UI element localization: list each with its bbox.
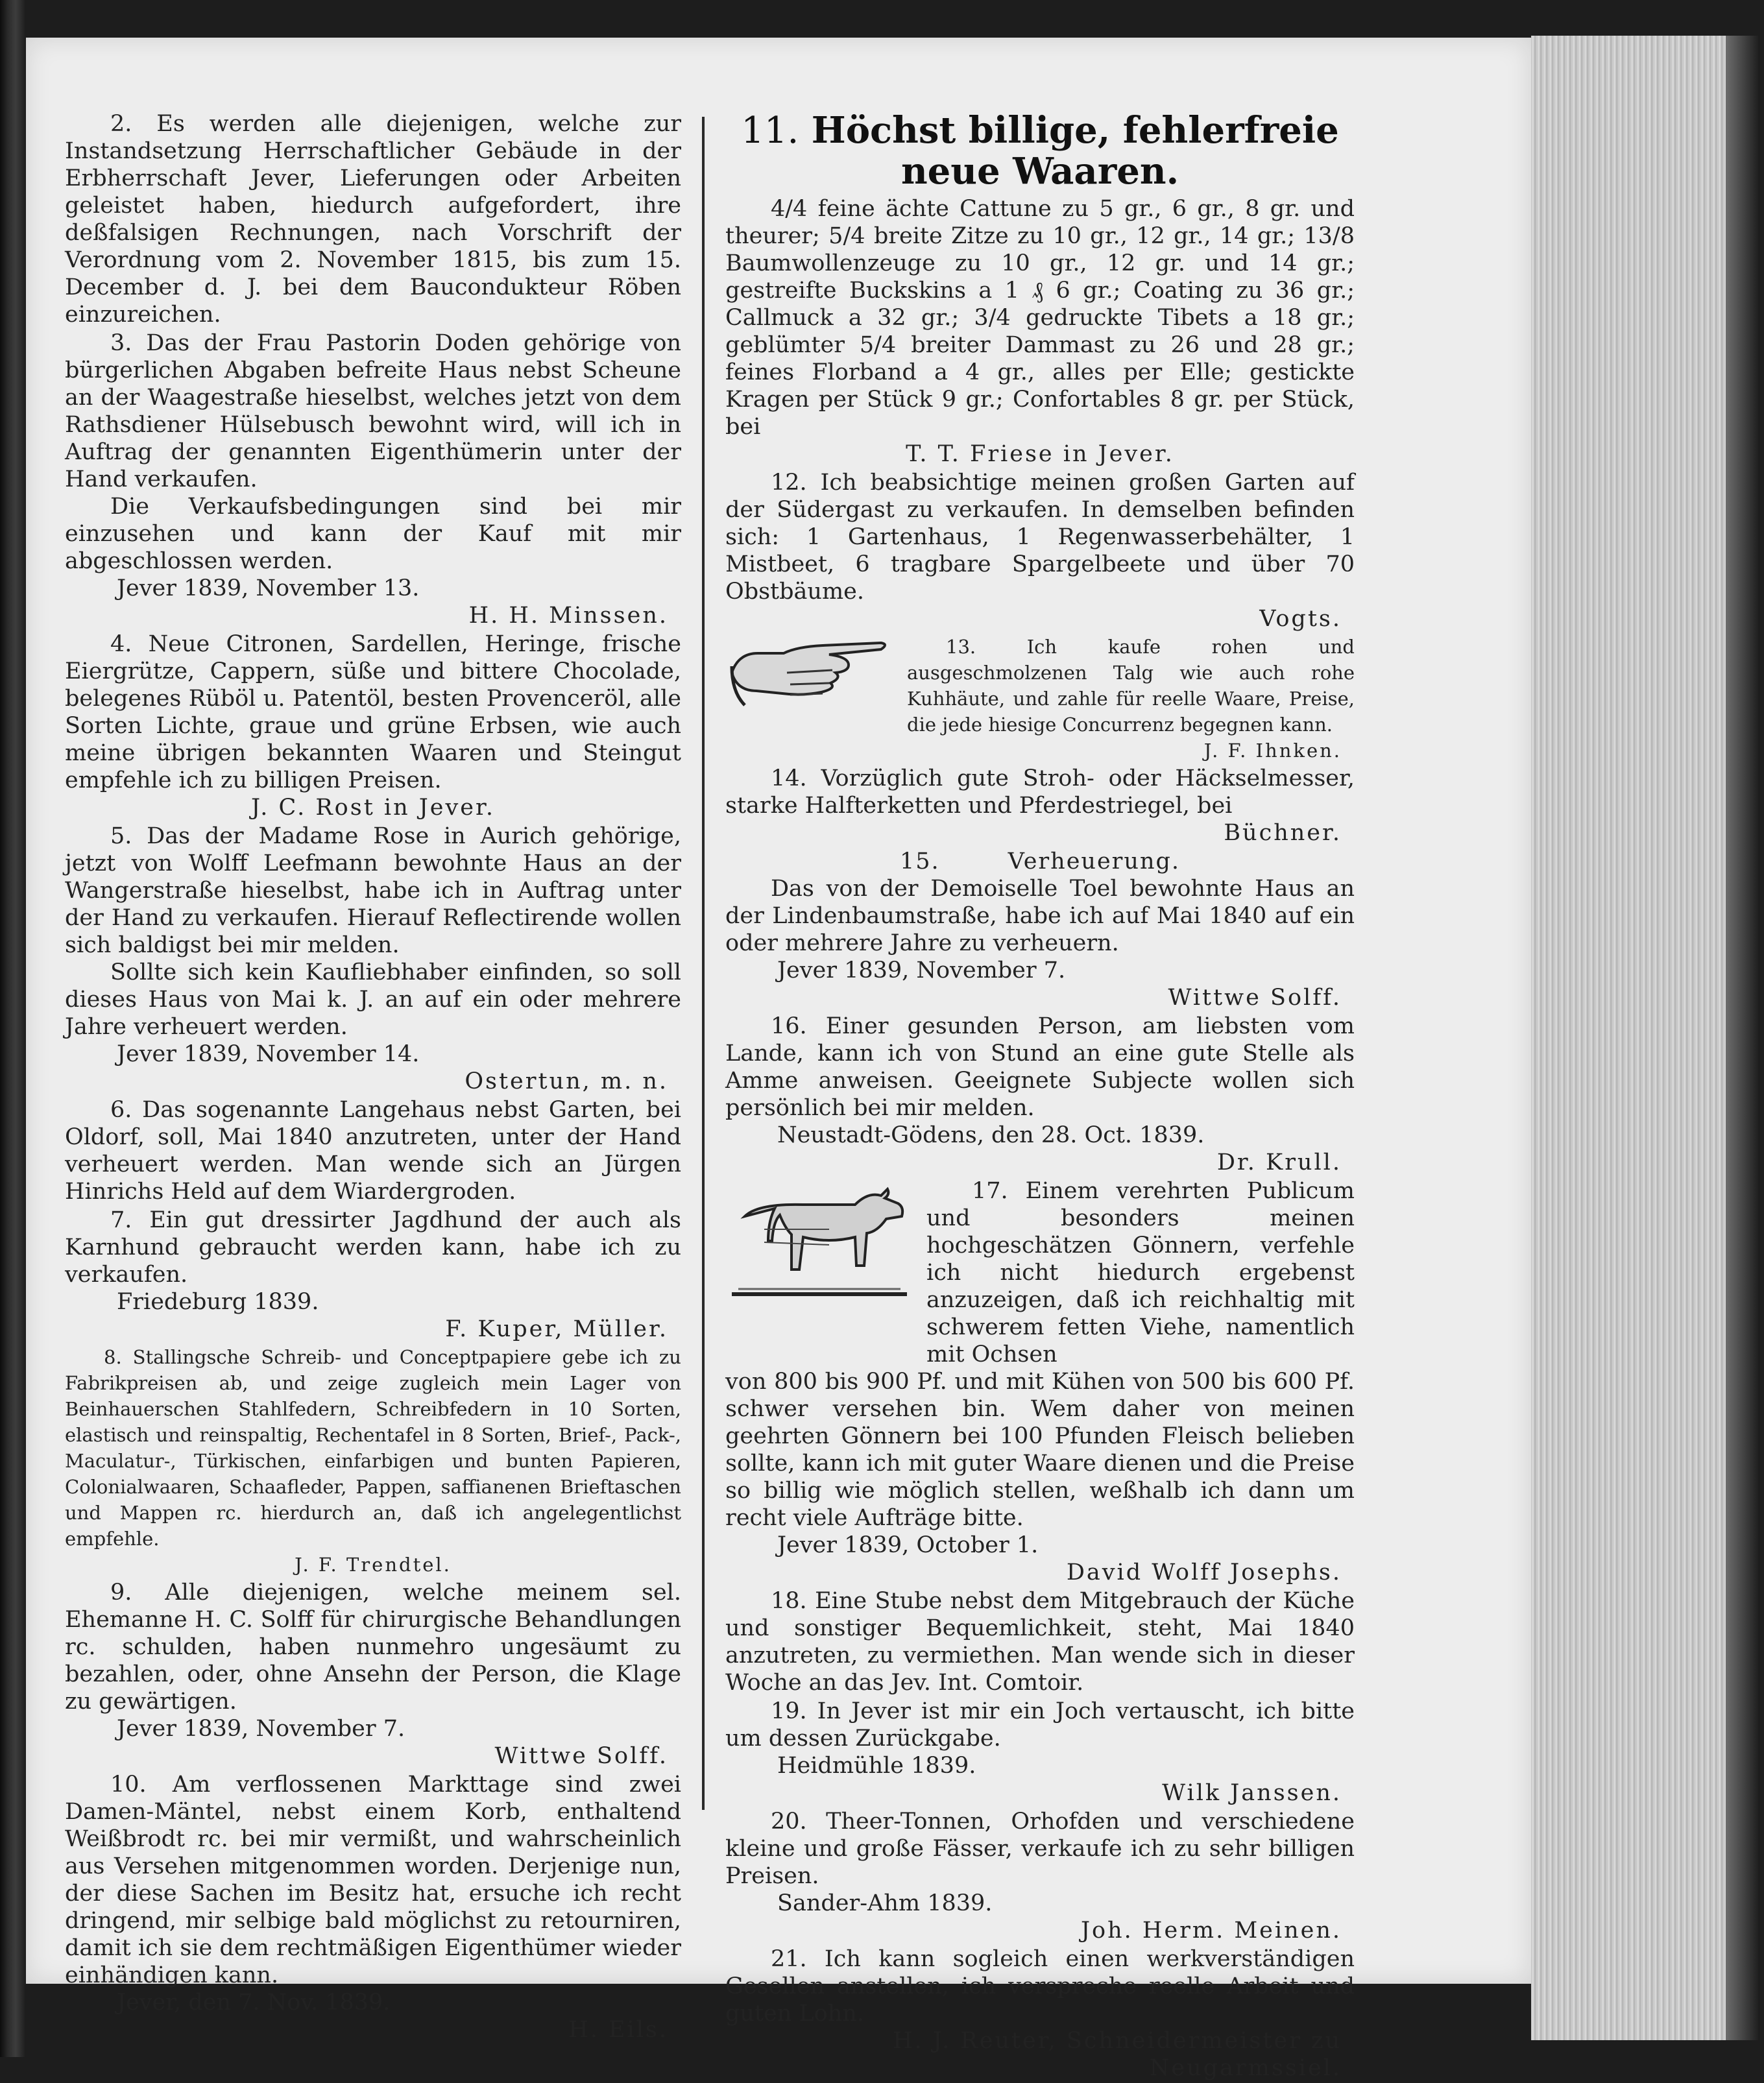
notice-date: Jever 1839, November 7. (117, 1716, 405, 1742)
ox-icon-svg (725, 1177, 913, 1307)
notice-14 (725, 765, 1355, 847)
notice-17 (725, 1177, 1355, 1586)
notice-text: 13. Ich kaufe rohen und ausgeschmolzenen Talg wie auch rohe Kuhhäute, und zahle für reelle Waare, Preise, die jede hiesige Concurrenz begegnen kann. (907, 636, 1355, 736)
notice-text: 18. Eine Stube nebst dem Mitgebrauch der Küche und sonstiger Bequemlichkeit, steht, Mai 1840 anzutreten, zu vermiethen. Man wende sich in dieser Woche an das Jev. Int. Comtoir. (725, 1588, 1355, 1696)
notice-signature: Wittwe Solff. (494, 1743, 668, 1769)
notice-11 (725, 110, 1355, 468)
notice-signature: Vogts. (1259, 606, 1342, 632)
notice-text: 20. Theer-Tonnen, Orhofden und verschiedene kleine und große Fässer, verkaufe ich zu sehr billigen Preisen. (725, 1809, 1355, 1889)
notice-text: 19. In Jever ist mir ein Joch vertauscht, ich bitte um dessen Zurückgabe. (725, 1698, 1355, 1752)
notice-21 (725, 1945, 1355, 2082)
notice-text: 10. Am verflossenen Markttage sind zwei Damen-Mäntel, nebst einem Korb, enthaltend Weißbrodt rc. bei mir vermißt, und wahrscheinlich aus Versehen mitgenommen worden. Derjenige nun, der diese Sachen im Besitz hat, ersuche ich recht dringend, mir selbige bald möglichst zu retourniren, damit ich sie dem rechtmäßigen Eigenthümer wieder einhändigen kann. (65, 1772, 681, 1988)
notice-text: 3. Das der Frau Pastorin Doden gehörige von bürgerlichen Abgaben befreite Haus nebst Scheune an der Waagestraße hieselbst, welches jetzt von dem Rathsdiener Hülsebusch bewohnt wird, will ich in Auftrag der genannten Eigenthümerin unter der Hand verkaufen. (65, 330, 681, 492)
notice-16 (725, 1013, 1355, 1176)
notice-3 (65, 330, 681, 629)
notice-date: Jever 1839, November 7. (777, 957, 1066, 983)
notice-text: 7. Ein gut dressirter Jagdhund der auch als Karnhund gebraucht werden kann, habe ich zu verkaufen. (65, 1207, 681, 1288)
notice-signature: J. F. Trendtel. (295, 1554, 452, 1576)
right-column (725, 110, 1355, 2083)
column-divider (702, 117, 705, 1810)
notice-title: Höchst billige, fehlerfreie neue Waaren. (811, 109, 1339, 193)
notice-4 (65, 631, 681, 821)
notice-text: 12. Ich beabsichtige meinen großen Garten auf der Südergast zu verkaufen. In demselben befinden sich: 1 Gartenhaus, 1 Regenwasserbehälter, 1 Mistbeet, 6 tragbare Spargelbeete und über 70 Obstbäume. (725, 470, 1355, 605)
notice-signature: H. H. Minssen. (468, 603, 668, 629)
notice-title: Verheuerung. (1008, 849, 1181, 874)
book-page-edges (1531, 36, 1726, 2040)
notice-text: 21. Ich kann sogleich einen werkverständigen Gesellen anstellen, ich verspreche reelle Arbeit und guten Lohn. (725, 1946, 1355, 2027)
notice-19 (725, 1698, 1355, 1807)
notice-date: Heidmühle 1839. (777, 1753, 976, 1779)
notice-number: 11. (741, 110, 799, 152)
notice-heading (725, 110, 1355, 191)
notice-2 (65, 110, 681, 328)
notice-signature: F. Kuper, Müller. (445, 1316, 668, 1342)
notice-text: 5. Das der Madame Rose in Aurich gehörige, jetzt von Wolff Leefmann bewohnte Haus an der Wangerstraße hieselbst, habe ich in Auftrag unter der Hand zu verkaufen. Hierauf Reflectirende wollen sich baldigst bei mir melden. (65, 823, 681, 958)
notice-10 (65, 1771, 681, 2043)
notice-signature: David Wolff Josephs. (1066, 1559, 1342, 1585)
ox-icon (725, 1177, 913, 1307)
notice-signature: Ostertun, m. n. (465, 1068, 668, 1094)
notice-text: Sollte sich kein Kaufliebhaber einfinden, so soll dieses Haus von Mai k. J. an auf ein oder mehrere Jahre verheuert werden. (65, 959, 681, 1040)
pointing-hand-icon-svg (725, 634, 894, 718)
notice-9 (65, 1579, 681, 1770)
notice-text: 6. Das sogenannte Langehaus nebst Garten, bei Oldorf, soll, Mai 1840 anzutreten, unter der Hand verheuert werden. Man wende sich an Jürgen Hinrichs Held auf dem Wiardergroden. (65, 1097, 681, 1205)
notice-number: 15. (899, 849, 940, 874)
notice-signature: H. Eils. (568, 2017, 668, 2043)
notice-12 (725, 469, 1355, 632)
notice-15 (725, 848, 1355, 1011)
notice-date: Sander-Ahm 1839. (777, 1890, 993, 1916)
notice-text: 4. Neue Citronen, Sardellen, Heringe, frische Eiergrütze, Cappern, süße und bittere Chocolade, belegenes Rüböl u. Patentöl, besten Provenceröl, alle Sorten Lichte, graue und grüne Erbsen, wie auch meine übrigen bekannten Waaren und Steingut empfehle ich zu billigen Preisen. (65, 631, 681, 793)
notice-signature: H. J. Reuter, Schneidermeister zu Neugarmssiel. (893, 2028, 1342, 2081)
notice-signature: Joh. Herm. Meinen. (1081, 1918, 1342, 1944)
notice-heading (725, 848, 1355, 875)
notice-20 (725, 1808, 1355, 1944)
notice-date: Jever, den 7. Nov. 1839. (117, 1990, 391, 2016)
notice-18 (725, 1587, 1355, 1696)
notice-text: 4/4 feine ächte Cattune zu 5 gr., 6 gr., 8 gr. und theurer; 5/4 breite Zitze zu 10 gr., 12 gr., 14 gr.; 13/8 Baumwollenzeuge zu 10 gr., 12 gr. und 14 gr.; gestreifte Buckskins a 1 ₰ 6 gr.; Coating zu 36 gr.; Callmuck a 32 gr.; 3/4 gedruckte Tibets a 18 gr.; geblümter 5/4 breiter Dammast zu 26 und 28 gr.; feines Florband a 4 gr., alles per Elle; gestickte Kragen per Stück 9 gr.; Confortables 8 gr. per Stück, bei (725, 196, 1355, 440)
notice-8 (65, 1344, 681, 1578)
notice-signature: Wittwe Solff. (1168, 985, 1342, 1011)
notice-text: 16. Einer gesunden Person, am liebsten vom Lande, kann ich von Stund an eine gute Stelle als Amme anweisen. Geeignete Subjecte wollen sich persönlich bei mir melden. (725, 1013, 1355, 1121)
notice-text: 9. Alle diejenigen, welche meinem sel. Ehemanne H. C. Solff für chirurgische Behandlungen rc. schulden, haben nunmehro ungesäumt zu bezahlen, oder, ohne Ansehn der Person, die Klage zu gewärtigen. (65, 1580, 681, 1715)
notice-text: 14. Vorzüglich gute Stroh- oder Häckselmesser, starke Halfterketten und Pferdestriegel, bei (725, 765, 1355, 819)
notice-signature: J. F. Ihnken. (1203, 740, 1342, 762)
notice-text: Die Verkaufsbedingungen sind bei mir einzusehen und kann der Kauf mit mir abgeschlossen werden. (65, 494, 681, 574)
notice-text: 17. Einem verehrten Publicum und besonders meinen hochgeschätzen Gönnern, verfehle ich nicht hiedurch ergebenst anzuzeigen, daß ich reichhaltig mit schwerem fetten Viehe, namentlich mit Ochsen (926, 1178, 1355, 1367)
notice-6 (65, 1096, 681, 1205)
notice-text: 2. Es werden alle diejenigen, welche zur Instandsetzung Herrschaftlicher Gebäude in der Erbherrschaft Jever, Lieferungen oder Arbeiten geleistet haben, hiedurch aufgefordert, ihre deßfalsigen Rechnungen, nach Vorschrift der Verordnung vom 2. November 1815, bis zum 15. December d. J. bei dem Baucondukteur Röben einzureichen. (65, 111, 681, 328)
notice-text: 8. Stallingsche Schreib- und Conceptpapiere gebe ich zu Fabrikpreisen ab, und zeige zugleich mein Lager von Beinhauerschen Stahlfedern, Schreibfedern in 10 Sorten, elastisch und reinspaltig, Rechentafel in 8 Sorten, Brief-, Pack-, Maculatur-, Türkischen, einfarbigen und bunten Papieren, Colonialwaaren, Schaafleder, Pappen, saffianenen Brieftaschen und Mappen rc. hierdurch an, daß ich angelegentlichst empfehle. (65, 1346, 681, 1550)
notice-signature: Wilk Janssen. (1162, 1780, 1342, 1806)
notice-5 (65, 823, 681, 1095)
pointing-hand-icon (725, 634, 894, 718)
notice-date: Jever 1839, November 13. (117, 575, 420, 601)
notice-signature: Büchner. (1224, 820, 1342, 846)
notice-signature: Dr. Krull. (1216, 1150, 1342, 1175)
notice-date: Jever 1839, November 14. (117, 1041, 420, 1067)
notice-7 (65, 1207, 681, 1343)
notice-text: Das von der Demoiselle Toel bewohnte Haus an der Lindenbaumstraße, habe ich auf Mai 1840 auf ein oder mehrere Jahre zu verheuern. (725, 876, 1355, 956)
notice-signature: J. C. Rost in Jever. (250, 795, 496, 821)
notice-13 (725, 634, 1355, 764)
notice-signature: T. T. Friese in Jever. (906, 441, 1174, 467)
previous-page-edge (0, 0, 26, 2057)
notice-date: Jever 1839, October 1. (777, 1532, 1039, 1558)
notice-date: Friedeburg 1839. (117, 1289, 319, 1315)
notice-text: von 800 bis 900 Pf. und mit Kühen von 500 bis 600 Pf. schwer versehen bin. Wem daher von meinen geehrten Gönnern bei 100 Pfunden Fleisch belieben sollte, kann ich mit guter Waare dienen und die Preise so billig wie möglich stellen, weßhalb ich dann um recht viele Aufträge bitte. (725, 1369, 1355, 1531)
notice-date: Neustadt-Gödens, den 28. Oct. 1839. (777, 1122, 1205, 1148)
left-column (65, 110, 681, 2045)
